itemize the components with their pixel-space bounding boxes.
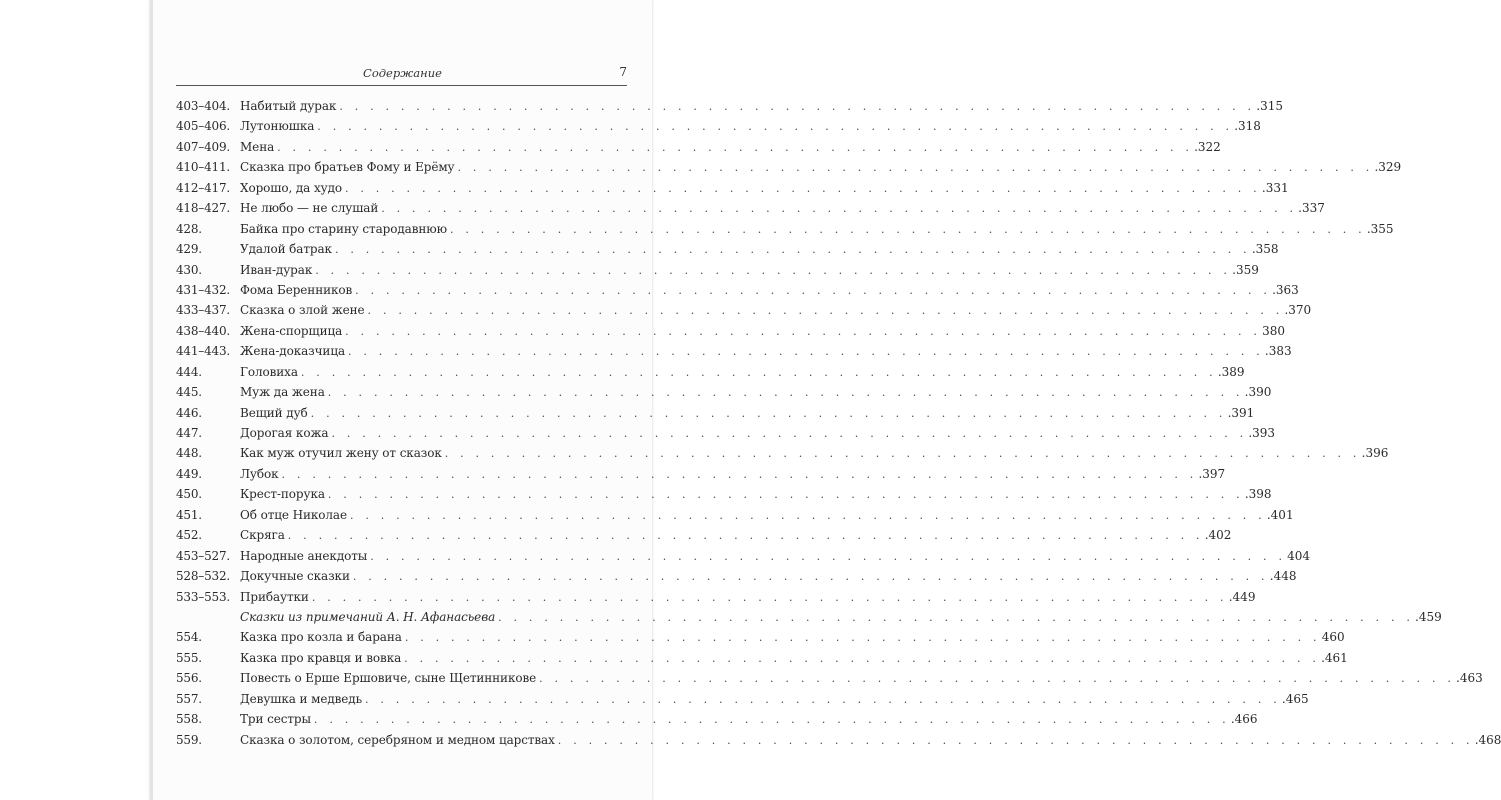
- toc-entry: [176, 362, 1245, 382]
- toc-entry-page: .448: [1269, 569, 1297, 584]
- toc-entry-number: 558.: [176, 712, 202, 727]
- toc-entry: [176, 116, 1261, 136]
- toc-entry-number: 449.: [176, 466, 202, 481]
- toc-entry-number: 453–527.: [176, 548, 231, 563]
- dot-leader: . . . . . . . . . . . . . . . . . . . . . . . . . . . . . . . . . . . . . . . . . . . . . . . . . . . . . . . . . . . .: [457, 161, 1374, 175]
- toc-entry: [176, 566, 1297, 586]
- toc-entry: [176, 96, 1283, 116]
- dot-leader: . . . . . . . . . . . . . . . . . . . . . . . . . . . . . . . . . . . . . . . . . . . . . . . . . . . . . . . . . . . .: [345, 324, 1262, 338]
- toc-entry: [176, 239, 1279, 259]
- toc-entry: [176, 546, 1311, 566]
- toc-entry-title: Докучные сказки: [240, 566, 353, 586]
- toc-entry-title: Сказка о золотом, серебряном и медном царствах: [240, 730, 558, 750]
- toc-entry-number: 452.: [176, 528, 202, 543]
- toc-entry: [176, 341, 1292, 361]
- toc-entry-number: 533–553.: [176, 589, 231, 604]
- toc-entry-number: 445.: [176, 385, 202, 400]
- toc-entry-page: .468: [1474, 732, 1501, 747]
- toc-entry-page: 404: [1287, 548, 1311, 563]
- book-page: [150, 0, 1501, 800]
- toc-entry-number: 557.: [176, 691, 202, 706]
- toc-entry-title: Мена: [240, 137, 277, 157]
- toc-entry-number: 451.: [176, 507, 202, 522]
- toc-entry-page: .402: [1204, 528, 1232, 543]
- toc-entry: [176, 300, 1312, 320]
- toc-entry-page: .331: [1261, 180, 1289, 195]
- toc-entry-number: 407–409.: [176, 139, 231, 154]
- toc-entry-title: Повесть о Ерше Ершовиче, сыне Щетинникове: [240, 668, 539, 688]
- dot-leader: . . . . . . . . . . . . . . . . . . . . . . . . . . . . . . . . . . . . . . . . . . . . . . . . . . . . . . . . . . . .: [313, 713, 1230, 727]
- dot-leader: . . . . . . . . . . . . . . . . . . . . . . . . . . . . . . . . . . . . . . . . . . . . . . . . . . . . . . . . . . . .: [352, 570, 1269, 584]
- dot-leader: . . . . . . . . . . . . . . . . . . . . . . . . . . . . . . . . . . . . . . . . . . . . . . . . . . . . . . . . . . . .: [449, 222, 1366, 236]
- dot-leader: . . . . . . . . . . . . . . . . . . . . . . . . . . . . . . . . . . . . . . . . . . . . . . . . . . . . . . . . . . . .: [344, 181, 1261, 195]
- toc-entry-number: 559.: [176, 732, 202, 747]
- dot-leader: . . . . . . . . . . . . . . . . . . . . . . . . . . . . . . . . . . . . . . . . . . . . . . . . . . . . . . . . . . . .: [404, 631, 1321, 645]
- dot-leader: . . . . . . . . . . . . . . . . . . . . . . . . . . . . . . . . . . . . . . . . . . . . . . . . . . . . . . . . . . . .: [315, 263, 1232, 277]
- toc-entry-page: .390: [1244, 385, 1272, 400]
- toc-entry-page: .461: [1321, 650, 1348, 665]
- toc-entry-page: 460: [1321, 630, 1345, 645]
- dot-leader: . . . . . . . . . . . . . . . . . . . . . . . . . . . . . . . . . . . . . . . . . . . . . . . . . . . . . . . . . . . .: [310, 406, 1227, 420]
- dot-leader: . . . . . . . . . . . . . . . . . . . . . . . . . . . . . . . . . . . . . . . . . . . . . . . . . . . . . . . . . . . .: [300, 365, 1217, 379]
- toc-entry-page: .359: [1232, 262, 1259, 277]
- dot-leader: . . . . . . . . . . . . . . . . . . . . . . . . . . . . . . . . . . . . . . . . . . . . . . . . . . . . . . . . . . . .: [331, 427, 1248, 440]
- toc-entry-page: .322: [1194, 139, 1221, 154]
- toc-entry-number: 430.: [176, 262, 202, 277]
- toc-entry-number: 444.: [176, 364, 202, 379]
- page-number: 7: [619, 65, 627, 79]
- dot-leader: . . . . . . . . . . . . . . . . . . . . . . . . . . . . . . . . . . . . . . . . . . . . . . . . . . . . . . . . . . . .: [404, 651, 1321, 665]
- toc-entry-title: Набитый дурак: [240, 96, 339, 116]
- toc-entry: [176, 321, 1285, 341]
- dot-leader: . . . . . . . . . . . . . . . . . . . . . . . . . . . . . . . . . . . . . . . . . . . . . . . . . . . . . . . . . . . .: [327, 386, 1244, 400]
- toc-entry-page: .329: [1374, 160, 1402, 175]
- toc-entry: [176, 689, 1309, 709]
- dot-leader: . . . . . . . . . . . . . . . . . . . . . . . . . . . . . . . . . . . . . . . . . . . . . . . . . . . . . . . . . . . .: [349, 508, 1266, 522]
- toc-entry-page: .337: [1298, 201, 1325, 216]
- header-rule: [176, 85, 627, 86]
- toc-entry-title: Жена-доказчица: [240, 341, 348, 361]
- toc-entry: [176, 709, 1258, 729]
- toc-entry: [176, 464, 1226, 484]
- toc-entry-title: Дорогая кожа: [240, 423, 331, 443]
- dot-leader: . . . . . . . . . . . . . . . . . . . . . . . . . . . . . . . . . . . . . . . . . . . . . . . . . . . . . . . . . . . .: [334, 243, 1251, 257]
- toc-entry: [176, 484, 1272, 504]
- toc-entry-number: 448.: [176, 446, 202, 461]
- dot-leader: . . . . . . . . . . . . . . . . . . . . . . . . . . . . . . . . . . . . . . . . . . . . . . . . . . . . . . . . . . . .: [498, 610, 1415, 624]
- toc-entry-number: 528–532.: [176, 569, 231, 584]
- dot-leader: . . . . . . . . . . . . . . . . . . . . . . . . . . . . . . . . . . . . . . . . . . . . . . . . . . . . . . . . . . . .: [277, 140, 1194, 154]
- toc-entry-number: 431–432.: [176, 282, 231, 297]
- dot-leader: . . . . . . . . . . . . . . . . . . . . . . . . . . . . . . . . . . . . . . . . . . . . . . . . . . . . . . . . . . . .: [539, 672, 1456, 686]
- toc-entry-title: Лубок: [240, 464, 282, 484]
- table-of-contents: [176, 96, 1501, 750]
- dot-leader: . . . . . . . . . . . . . . . . . . . . . . . . . . . . . . . . . . . . . . . . . . . . . . . . . . . . . . . . . . . .: [381, 202, 1298, 216]
- toc-entry: [176, 423, 1276, 443]
- toc-entry: [176, 505, 1294, 525]
- toc-entry: [176, 137, 1221, 157]
- toc-entry-title: Казка про козла и барана: [240, 627, 405, 647]
- toc-entry: [176, 648, 1348, 668]
- dot-leader: . . . . . . . . . . . . . . . . . . . . . . . . . . . . . . . . . . . . . . . . . . . . . . . . . . . . . . . . . . . .: [287, 529, 1204, 543]
- toc-entry-page: .397: [1198, 466, 1226, 481]
- toc-entry-number: 446.: [176, 405, 202, 420]
- toc-entry-number: 433–437.: [176, 303, 231, 318]
- toc-entry-page: .370: [1284, 303, 1312, 318]
- toc-entry-page: .465: [1281, 691, 1309, 706]
- toc-entry-title: Скряга: [240, 525, 288, 545]
- toc-entry-title: Муж да жена: [240, 382, 328, 402]
- toc-entry-title: Удалой батрак: [240, 239, 335, 259]
- toc-entry: [176, 525, 1232, 545]
- toc-entry: [176, 280, 1299, 300]
- page-edge: [150, 0, 153, 800]
- dot-leader: . . . . . . . . . . . . . . . . . . . . . . . . . . . . . . . . . . . . . . . . . . . . . . . . . . . . . . . . . . . .: [348, 345, 1264, 359]
- toc-entry: [176, 627, 1345, 647]
- toc-entry-title: Вещий дуб: [240, 403, 311, 423]
- toc-entry-page: 380: [1262, 323, 1285, 338]
- dot-leader: . . . . . . . . . . . . . . . . . . . . . . . . . . . . . . . . . . . . . . . . . . . . . . . . . . . . . . . . . . . .: [370, 549, 1287, 563]
- toc-entry-title: Об отце Николае: [240, 505, 350, 525]
- toc-entry: [176, 157, 1402, 177]
- toc-entry: [176, 730, 1501, 750]
- dot-leader: . . . . . . . . . . . . . . . . . . . . . . . . . . . . . . . . . . . . . . . . . . . . . . . . . . . . . . . . . . . .: [367, 304, 1284, 318]
- toc-entry-number: 441–443.: [176, 344, 231, 359]
- toc-entry-title: Жена-спорщица: [240, 321, 345, 341]
- toc-entry-page: .363: [1272, 282, 1299, 297]
- toc-entry-title: Не любо — не слушай: [240, 198, 381, 218]
- toc-entry-page: .459: [1415, 609, 1442, 624]
- toc-entry-number: 403–404.: [176, 99, 231, 113]
- toc-entry-number: 556.: [176, 671, 202, 686]
- toc-entry-title: Как муж отучил жену от сказок: [240, 443, 445, 463]
- toc-entry-page: .398: [1244, 487, 1272, 502]
- toc-entry-number: 554.: [176, 630, 202, 645]
- toc-entry-number: 412–417.: [176, 180, 231, 195]
- dot-leader: . . . . . . . . . . . . . . . . . . . . . . . . . . . . . . . . . . . . . . . . . . . . . . . . . . . . . . . . . . . .: [311, 590, 1228, 604]
- toc-entry-page: .449: [1228, 589, 1256, 604]
- toc-entry-page: .318: [1234, 119, 1261, 134]
- toc-entry-page: .355: [1366, 221, 1394, 236]
- toc-entry: [176, 198, 1325, 218]
- toc-entry-page: .393: [1248, 426, 1276, 440]
- toc-entry-number: 428.: [176, 221, 202, 236]
- dot-leader: . . . . . . . . . . . . . . . . . . . . . . . . . . . . . . . . . . . . . . . . . . . . . . . . . . . . . . . . . . . .: [444, 447, 1361, 461]
- toc-entry-page: .463: [1456, 671, 1483, 686]
- toc-entry-number: 429.: [176, 242, 202, 257]
- section-title: Содержание: [363, 66, 442, 80]
- running-header: [176, 66, 629, 86]
- dot-leader: . . . . . . . . . . . . . . . . . . . . . . . . . . . . . . . . . . . . . . . . . . . . . . . . . . . . . . . . . . . .: [339, 100, 1256, 113]
- dot-leader: . . . . . . . . . . . . . . . . . . . . . . . . . . . . . . . . . . . . . . . . . . . . . . . . . . . . . . . . . . . .: [557, 733, 1474, 747]
- toc-entry-page: .401: [1266, 507, 1294, 522]
- toc-entry-title: Фома Беренников: [240, 280, 355, 300]
- toc-entry-page: .466: [1230, 712, 1258, 727]
- toc-entry-number: 555.: [176, 650, 202, 665]
- toc-entry: [176, 219, 1394, 239]
- toc-entry-number: 405–406.: [176, 119, 231, 134]
- toc-entry-number: 450.: [176, 487, 202, 502]
- dot-leader: . . . . . . . . . . . . . . . . . . . . . . . . . . . . . . . . . . . . . . . . . . . . . . . . . . . . . . . . . . . .: [327, 488, 1244, 502]
- toc-entry-title: Сказка о злой жене: [240, 300, 368, 320]
- toc-entry-page: .396: [1361, 446, 1389, 461]
- toc-entry-number: 438–440.: [176, 323, 231, 338]
- toc-entry-number: 418–427.: [176, 201, 231, 216]
- dot-leader: . . . . . . . . . . . . . . . . . . . . . . . . . . . . . . . . . . . . . . . . . . . . . . . . . . . . . . . . . . . .: [317, 120, 1234, 134]
- toc-entry-title: Сказки из примечаний А. Н. Афанасьева: [240, 607, 498, 627]
- toc-entry-title: Хорошо, да худо: [240, 178, 345, 198]
- toc-entry-title: Девушка и медведь: [240, 689, 365, 709]
- toc-entry: [176, 443, 1389, 463]
- toc-entry-title: Головиха: [240, 362, 301, 382]
- toc-entry-page: .383: [1264, 344, 1292, 359]
- toc-entry: [176, 668, 1483, 688]
- dot-leader: . . . . . . . . . . . . . . . . . . . . . . . . . . . . . . . . . . . . . . . . . . . . . . . . . . . . . . . . . . . .: [355, 283, 1272, 297]
- toc-entry-number: 410–411.: [176, 160, 231, 175]
- toc-entry: [176, 587, 1256, 607]
- toc-entry-title: Сказка про братьев Фому и Ерёму: [240, 157, 458, 177]
- toc-entry-page: .315: [1256, 99, 1283, 113]
- toc-entry: [176, 403, 1255, 423]
- toc-entry-title: Крест-порука: [240, 484, 328, 504]
- toc-entry-title: Байка про старину стародавнюю: [240, 219, 450, 239]
- toc-entry-page: .389: [1217, 364, 1245, 379]
- toc-entry-page: .358: [1251, 242, 1279, 257]
- toc-entry-title: Прибаутки: [240, 587, 312, 607]
- toc-entry: [176, 178, 1289, 198]
- dot-leader: . . . . . . . . . . . . . . . . . . . . . . . . . . . . . . . . . . . . . . . . . . . . . . . . . . . . . . . . . . . .: [365, 692, 1281, 706]
- toc-entry-title: Лутонюшка: [240, 116, 317, 136]
- dot-leader: . . . . . . . . . . . . . . . . . . . . . . . . . . . . . . . . . . . . . . . . . . . . . . . . . . . . . . . . . . . .: [281, 467, 1198, 481]
- toc-entry-title: Народные анекдоты: [240, 546, 370, 566]
- toc-entry-title: Казка про кравця и вовка: [240, 648, 404, 668]
- toc-entry: [176, 260, 1259, 280]
- toc-entry-page: .391: [1227, 405, 1255, 420]
- toc-entry-title: Иван-дурак: [240, 260, 315, 280]
- toc-entry-title: Три сестры: [240, 709, 314, 729]
- toc-entry-number: 447.: [176, 426, 202, 440]
- toc-entry: [176, 607, 1442, 627]
- toc-entry: [176, 382, 1272, 402]
